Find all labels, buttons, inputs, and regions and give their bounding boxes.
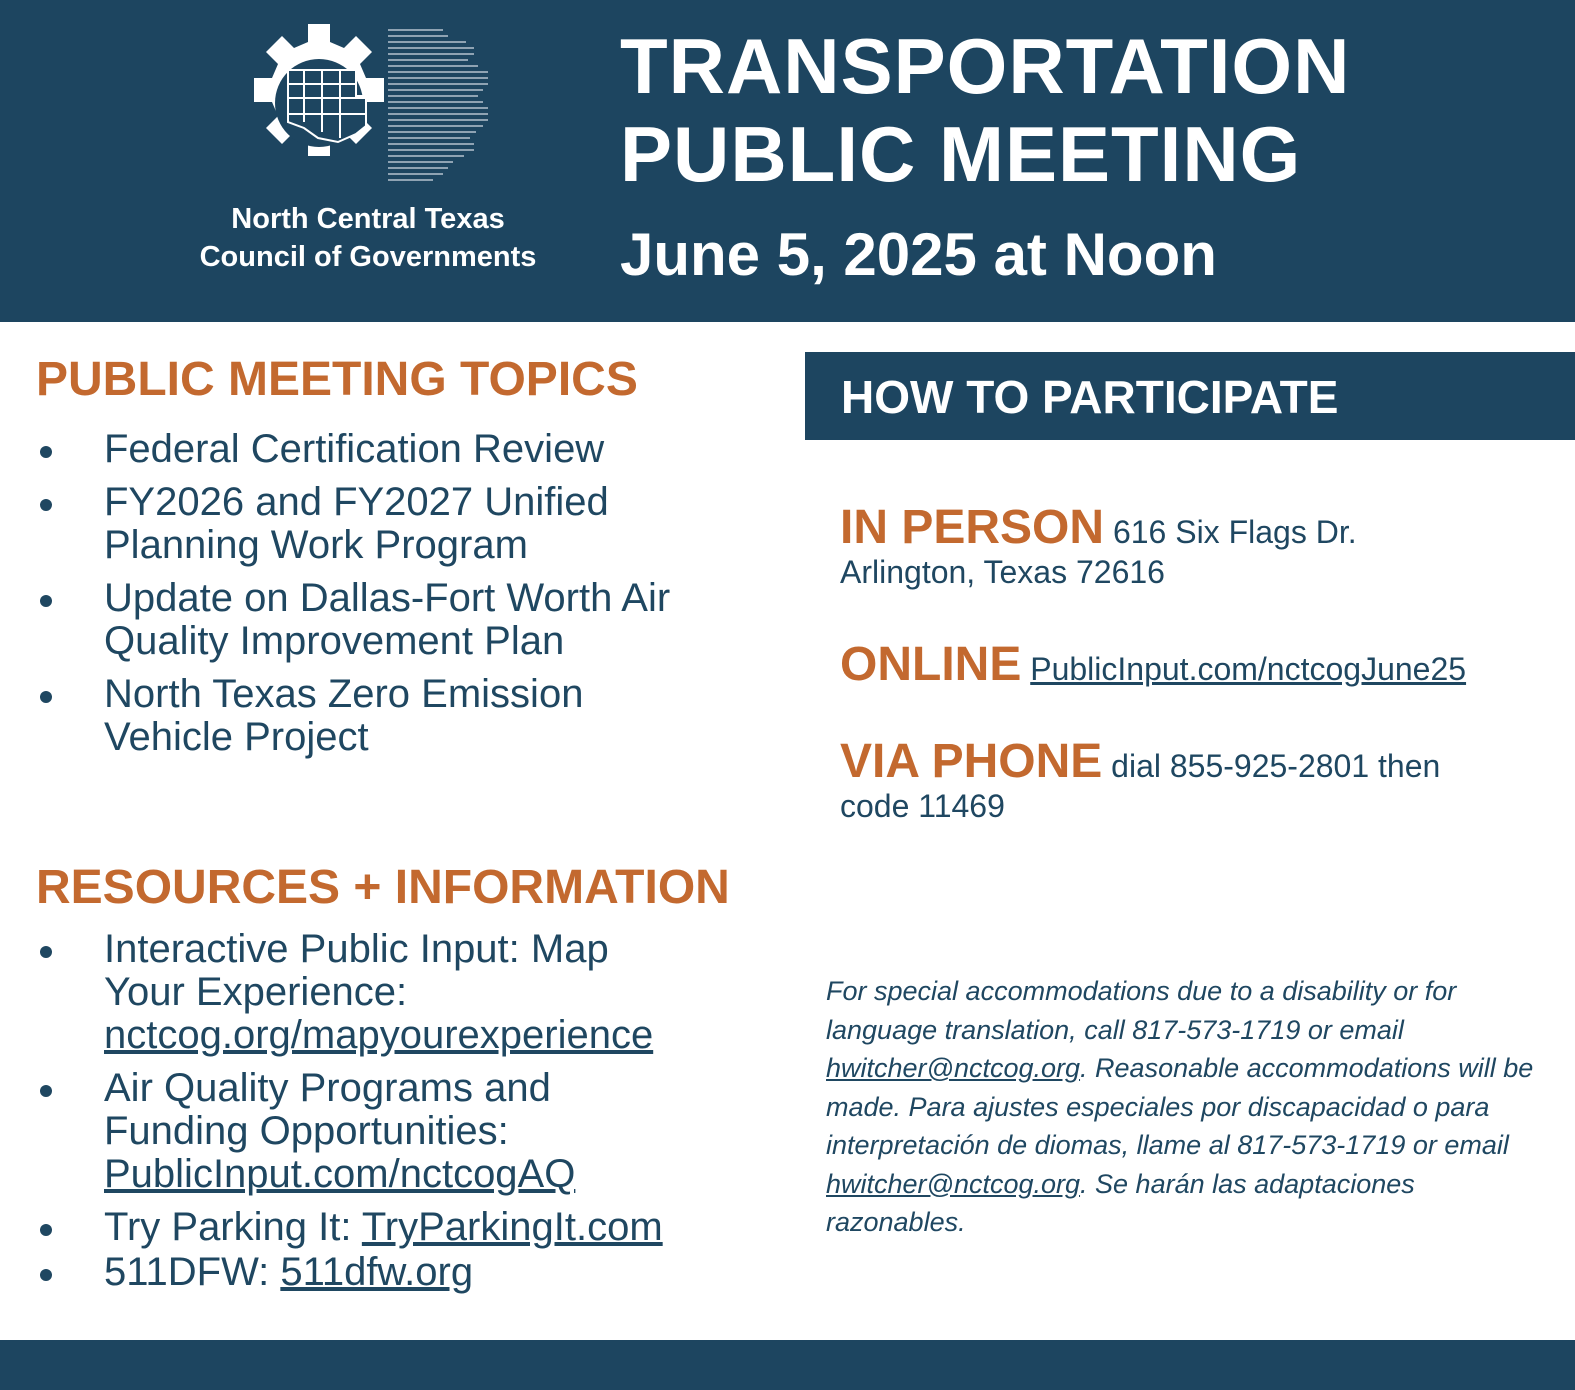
resource-text: Your Experience: bbox=[104, 970, 408, 1014]
online-label: ONLINE bbox=[840, 638, 1022, 691]
list-item bbox=[36, 1206, 796, 1249]
title-line1: TRANSPORTATION bbox=[620, 22, 1351, 110]
air-quality-link[interactable]: PublicInput.com/nctcogAQ bbox=[104, 1152, 576, 1196]
online-block bbox=[840, 638, 1467, 691]
org-name-line1: North Central Texas bbox=[231, 203, 505, 235]
meeting-date: June 5, 2025 at Noon bbox=[620, 221, 1217, 288]
resource-text: Air Quality Programs and bbox=[104, 1066, 551, 1110]
notice-text: For special accommodations due to a disability or for language translation, call 817-573-1719 or email bbox=[826, 976, 1457, 1045]
resource-text: 511DFW: bbox=[104, 1250, 281, 1294]
phone-block bbox=[840, 735, 1441, 826]
list-item bbox=[36, 1251, 796, 1294]
list-item bbox=[36, 577, 776, 663]
topic-text: North Texas Zero Emission bbox=[104, 672, 584, 716]
resource-text: Interactive Public Input: Map bbox=[104, 927, 609, 971]
topics-heading: PUBLIC MEETING TOPICS bbox=[36, 353, 638, 406]
topic-text: Federal Certification Review bbox=[104, 427, 605, 471]
topic-text: Update on Dallas-Fort Worth Air bbox=[104, 576, 671, 620]
in-person-block bbox=[840, 501, 1357, 592]
topics-list bbox=[36, 428, 776, 769]
list-item bbox=[36, 928, 796, 1057]
try-parking-it-link[interactable]: TryParkingIt.com bbox=[361, 1205, 663, 1249]
resource-text: Funding Opportunities: bbox=[104, 1109, 509, 1153]
email-link[interactable]: hwitcher@nctcog.org bbox=[826, 1053, 1081, 1083]
participate-banner bbox=[805, 352, 1575, 440]
participate-heading: HOW TO PARTICIPATE bbox=[841, 371, 1339, 423]
list-item bbox=[36, 428, 776, 471]
email-link[interactable]: hwitcher@nctcog.org bbox=[826, 1168, 1081, 1199]
phone-label: VIA PHONE bbox=[840, 735, 1103, 788]
accommodations-notice bbox=[826, 972, 1546, 1242]
org-name bbox=[168, 200, 568, 276]
footer-bar bbox=[0, 1340, 1575, 1390]
topic-text: Quality Improvement Plan bbox=[104, 619, 565, 663]
resources-heading: RESOURCES + INFORMATION bbox=[36, 861, 730, 914]
topic-text: FY2026 and FY2027 Unified bbox=[104, 480, 609, 524]
notice-text: . Reasonable accommodations will be made. Para ajustes especiales por discapacidad o para interpretación de diomas, llame al 817-573-1719 or email bbox=[826, 1053, 1534, 1160]
map-your-experience-link[interactable]: nctcog.org/mapyourexperience bbox=[104, 1013, 654, 1057]
notice-text: . Se harán las adaptaciones razonables. bbox=[826, 1168, 1415, 1237]
511dfw-link[interactable]: 511dfw.org bbox=[280, 1250, 474, 1294]
list-item bbox=[36, 481, 776, 567]
in-person-label: IN PERSON bbox=[840, 501, 1105, 554]
in-person-address-line2: Arlington, Texas 72616 bbox=[840, 554, 1165, 590]
phone-dial-text: dial 855-925-2801 then bbox=[1111, 748, 1441, 784]
online-link[interactable]: PublicInput.com/nctcogJune25 bbox=[1030, 651, 1467, 687]
page-title bbox=[620, 22, 1350, 198]
resources-list bbox=[36, 928, 796, 1304]
title-line2: PUBLIC MEETING bbox=[620, 110, 1302, 198]
header-banner bbox=[0, 0, 1575, 322]
list-item bbox=[36, 1067, 796, 1196]
org-name-line2: Council of Governments bbox=[199, 241, 537, 273]
topic-text: Vehicle Project bbox=[104, 715, 369, 759]
gear-map-logo-icon bbox=[238, 22, 498, 192]
resource-text: Try Parking It: bbox=[104, 1205, 362, 1249]
list-item bbox=[36, 673, 776, 759]
topic-text: Planning Work Program bbox=[104, 523, 528, 567]
in-person-address-line1: 616 Six Flags Dr. bbox=[1112, 514, 1357, 550]
phone-code-text: code 11469 bbox=[840, 788, 1005, 824]
